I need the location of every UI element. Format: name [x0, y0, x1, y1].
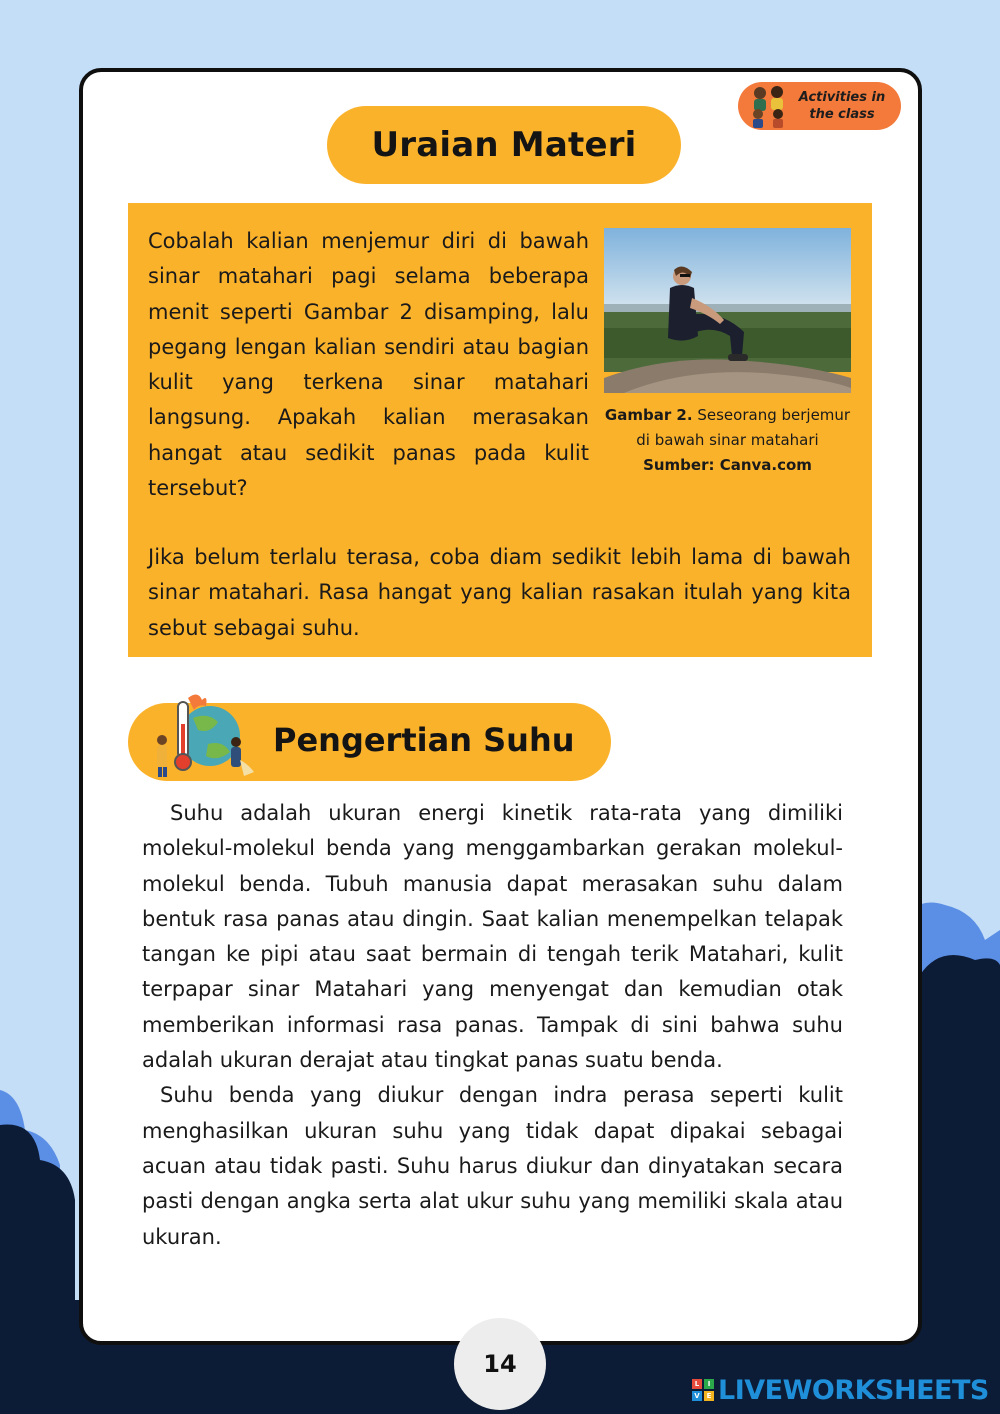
- activities-badge: [738, 82, 901, 130]
- body-paragraph-1: Suhu adalah ukuran energi kinetik rata-rata yang dimiliki molekul-molekul benda yang menggambarkan gerakan molekul-molekul benda. Tubuh manusia dapat merasakan suhu dalam bentuk rasa panas atau dingin. Saat kalian menempelkan telapak tangan ke pipi atau saat bermain di tengah terik Matahari, kulit terpapar sinar Matahari yang menyengat dan kemudian otak memberikan informasi rasa panas. Tampak di sini bahwa suhu adalah ukuran derajat atau tingkat panas suatu benda.: [142, 801, 843, 1073]
- section-body: [142, 796, 843, 1255]
- body-paragraph-2: Suhu benda yang diukur dengan indra perasa seperti kulit menghasilkan ukuran suhu yang tidak dapat dipakai sebagai acuan atau tidak pasti. Suhu harus diukur dan dinyatakan secara pasti dengan angka serta alat ukur suhu yang memiliki skala atau ukuran.: [142, 1083, 843, 1249]
- figure-caption: [604, 403, 851, 478]
- figure-label: Gambar 2.: [604, 406, 693, 424]
- intro-paragraph-1: Cobalah kalian menjemur diri di bawah sinar matahari pagi selama beberapa menit seperti Gambar 2 disamping, lalu pegang lengan kalian sendiri atau bagian kulit yang terkena sinar matahari langsung. Apakah kalian merasakan hangat atau sedikit panas pada kulit tersebut?: [148, 229, 589, 501]
- badge-line-1: Activities in: [798, 90, 886, 105]
- page-number-circle: [454, 1318, 546, 1410]
- logo-letter-v: V: [692, 1391, 702, 1401]
- children-icon: [744, 84, 792, 128]
- liveworksheets-logo: [692, 1374, 989, 1406]
- title-pill: [327, 106, 681, 184]
- sunbathing-photo: [604, 228, 851, 393]
- intro-box: [128, 203, 872, 657]
- figure-caption-text: Seseorang berjemur di bawah sinar matahari: [636, 406, 851, 449]
- liveworksheets-text: LIVEWORKSHEETS: [718, 1374, 989, 1406]
- figure-source: Sumber: Canva.com: [643, 456, 812, 474]
- liveworksheets-logo-icon: [692, 1379, 714, 1401]
- page-title: Uraian Materi: [371, 125, 637, 165]
- section-title: Pengertian Suhu: [273, 721, 575, 759]
- thermometer-globe-icon: [148, 690, 256, 780]
- activities-badge-text: [792, 89, 892, 123]
- intro-paragraph-2: Jika belum terlalu terasa, coba diam sedikit lebih lama di bawah sinar matahari. Rasa hangat yang kalian rasakan itulah yang kita sebut sebagai suhu.: [148, 545, 851, 640]
- logo-letter-i: I: [704, 1379, 714, 1389]
- page-number: 14: [483, 1350, 517, 1378]
- logo-letter-e: E: [704, 1391, 714, 1401]
- badge-line-2: the class: [809, 107, 875, 122]
- logo-letter-l: L: [692, 1379, 702, 1389]
